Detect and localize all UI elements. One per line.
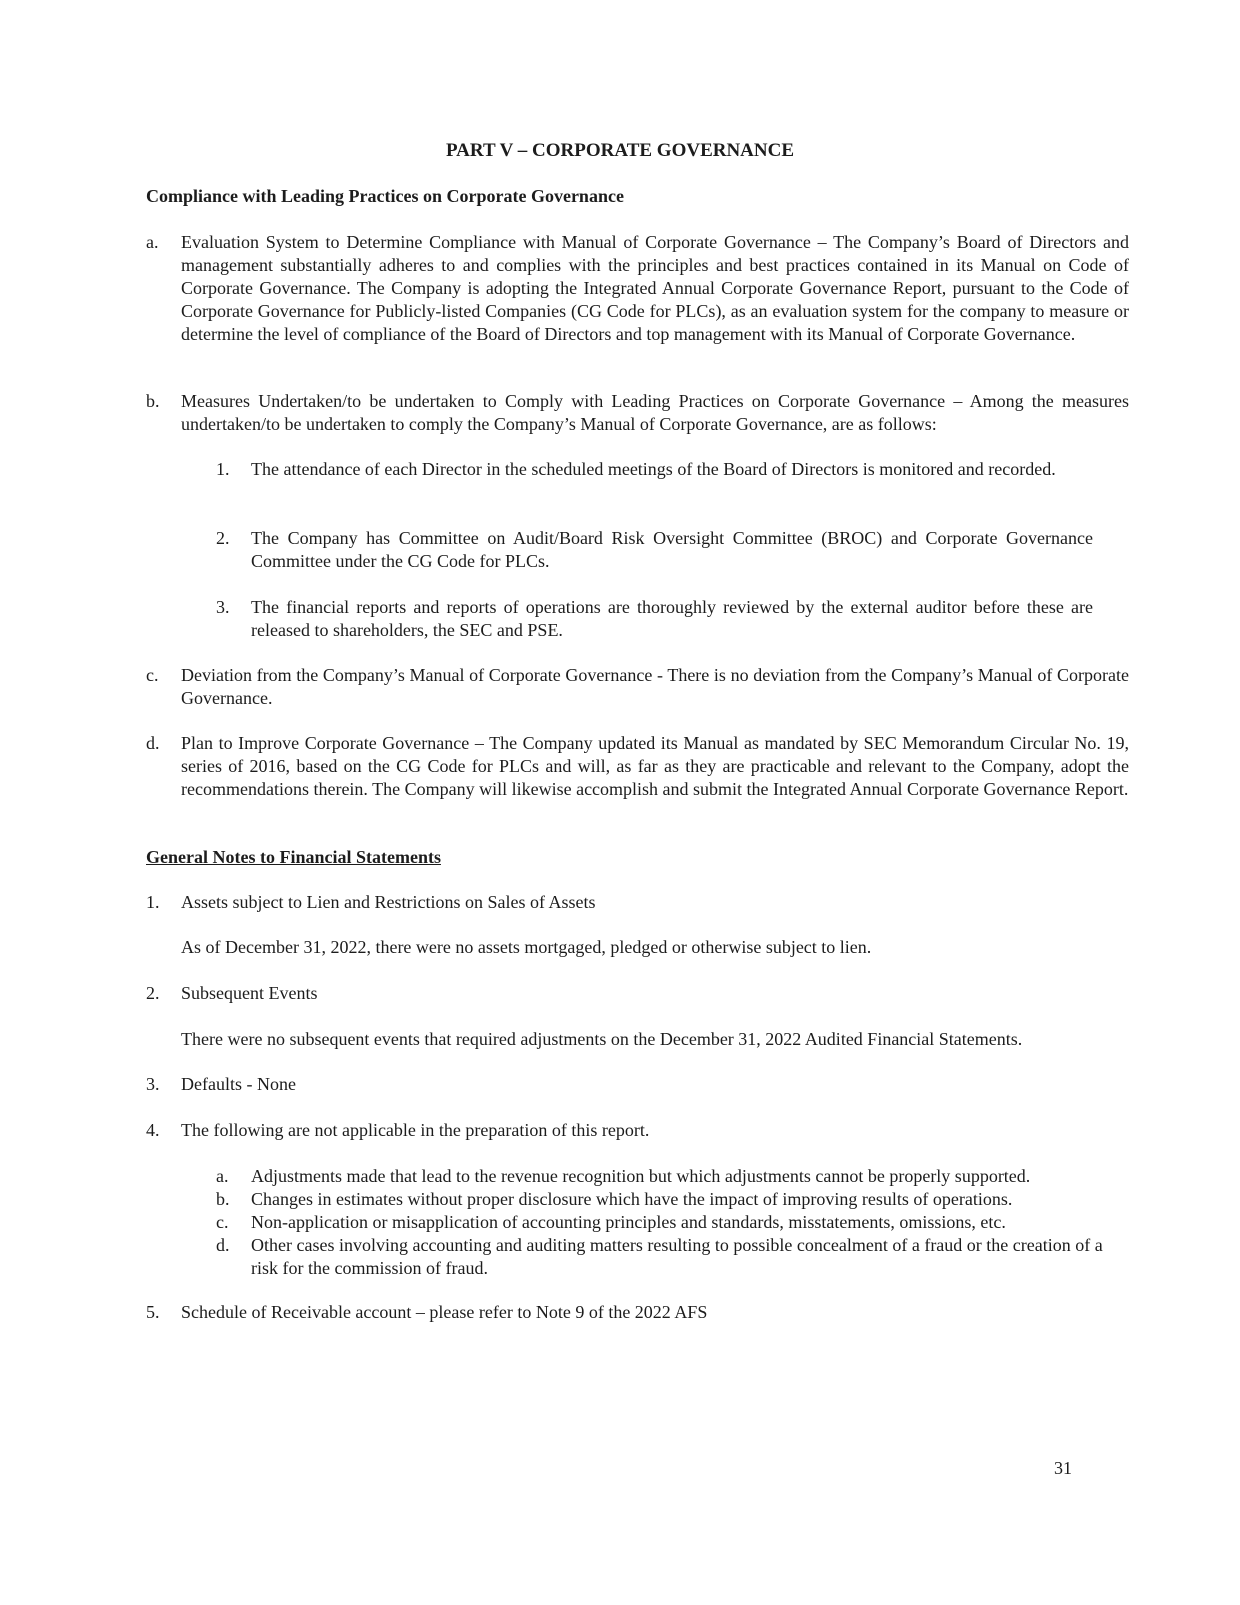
measure-item-3: [216, 596, 1093, 642]
item-text: Plan to Improve Corporate Governance – The Company updated its Manual as mandated by SEC Memorandum Circular No. 19, series of 2016, based on the CG Code for PLCs and will, as far as they are practicable and relevant to the Company, adopt the recommendations therein. The Company will likewise accomplish and submit the Integrated Annual Corporate Governance Report.: [181, 733, 1129, 799]
section-heading-general-notes: General Notes to Financial Statements: [146, 847, 441, 867]
list-item: [216, 1211, 1129, 1234]
item-marker: 2.: [216, 528, 230, 548]
item-text: The financial reports and reports of operations are thoroughly reviewed by the external auditor before these are released to shareholders, the SEC and PSE.: [251, 597, 1093, 640]
compliance-item-d: [146, 732, 1129, 801]
item-marker: 3.: [146, 1074, 160, 1094]
item-text: Schedule of Receivable account – please refer to Note 9 of the 2022 AFS: [181, 1302, 708, 1322]
item-marker: 5.: [146, 1302, 160, 1322]
item-text: Other cases involving accounting and auditing matters resulting to possible concealment of a fraud or the creation of a risk for the commission of fraud.: [251, 1235, 1103, 1278]
item-text: Measures Undertaken/to be undertaken to Comply with Leading Practices on Corporate Governance – Among the measures undertaken/to be undertaken to comply the Company’s Manual of Corporate Governance, are as follows:: [181, 391, 1129, 434]
item-marker: 3.: [216, 597, 230, 617]
compliance-item-b: [146, 390, 1129, 436]
item-text: Adjustments made that lead to the revenue recognition but which adjustments cannot be properly supported.: [251, 1166, 1031, 1186]
item-text: Subsequent Events: [181, 983, 318, 1003]
compliance-item-a: [146, 231, 1129, 346]
list-item: [216, 1188, 1129, 1211]
note-item-5: [146, 1301, 1129, 1324]
item-text: The following are not applicable in the preparation of this report.: [181, 1120, 650, 1140]
item-text: Assets subject to Lien and Restrictions on Sales of Assets: [181, 892, 596, 912]
item-text: The attendance of each Director in the scheduled meetings of the Board of Directors is monitored and recorded.: [251, 459, 1056, 479]
item-marker: b.: [146, 391, 160, 411]
item-marker: 2.: [146, 983, 160, 1003]
item-marker: c.: [146, 665, 159, 685]
measure-item-1: [216, 458, 1093, 481]
item-marker: a.: [216, 1166, 229, 1186]
list-item: [216, 1165, 1129, 1188]
item-text: Changes in estimates without proper disclosure which have the impact of improving results of operations.: [251, 1189, 1013, 1209]
item-text: Defaults - None: [181, 1074, 296, 1094]
item-text: Evaluation System to Determine Compliance with Manual of Corporate Governance – The Company’s Board of Directors and management substantially adheres to and complies with the principles and best practices contained in its Manual on Code of Corporate Governance. The Company is adopting the Integrated Annual Corporate Governance Report, pursuant to the Code of Corporate Governance for Publicly-listed Companies (CG Code for PLCs), as an evaluation system for the company to measure or determine the level of compliance of the Board of Directors and top management with its Manual of Corporate Governance.: [181, 232, 1129, 344]
note-1-detail: As of December 31, 2022, there were no assets mortgaged, pledged or otherwise subject to lien.: [181, 937, 872, 957]
item-text: The Company has Committee on Audit/Board Risk Oversight Committee (BROC) and Corporate Governance Committee under the CG Code for PLCs.: [251, 528, 1093, 571]
item-marker: c.: [216, 1212, 229, 1232]
note-item-1: [146, 891, 1129, 914]
item-text: Non-application or misapplication of accounting principles and standards, misstatements, omissions, etc.: [251, 1212, 1006, 1232]
not-applicable-list: [216, 1165, 1129, 1280]
item-marker: a.: [146, 232, 159, 252]
note-item-4: [146, 1119, 1129, 1142]
item-marker: b.: [216, 1189, 230, 1209]
measure-item-2: [216, 527, 1093, 573]
note-item-3: [146, 1073, 1129, 1096]
page-title: PART V – CORPORATE GOVERNANCE: [445, 140, 795, 161]
note-2-detail: There were no subsequent events that required adjustments on the December 31, 2022 Audited Financial Statements.: [181, 1029, 1023, 1049]
item-marker: 1.: [216, 459, 230, 479]
page-number: 31: [1054, 1458, 1072, 1478]
item-marker: 4.: [146, 1120, 160, 1140]
item-text: Deviation from the Company’s Manual of Corporate Governance - There is no deviation from the Company’s Manual of Corporate Governance.: [181, 665, 1129, 708]
item-marker: 1.: [146, 892, 160, 912]
item-marker: d.: [146, 733, 160, 753]
note-item-2: [146, 982, 1129, 1005]
list-item: [216, 1234, 1129, 1280]
item-marker: d.: [216, 1235, 230, 1255]
compliance-item-c: [146, 664, 1129, 710]
section-heading-compliance: Compliance with Leading Practices on Corporate Governance: [146, 186, 624, 206]
